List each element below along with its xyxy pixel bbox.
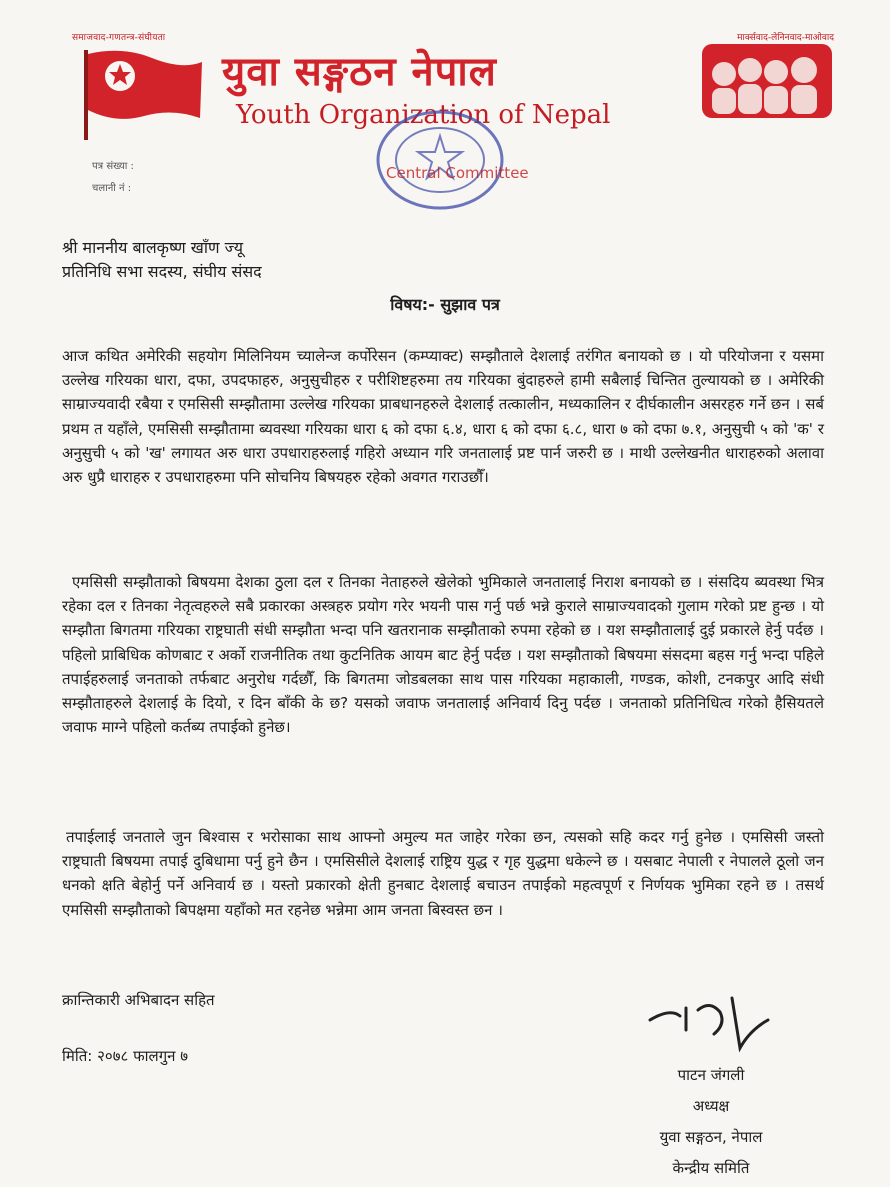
recipient-block: [62, 236, 262, 284]
signatory-name: पाटन जंगली: [677, 1066, 745, 1084]
flag-icon: [82, 48, 204, 140]
dispatch-number-label: चलानी नं :: [92, 183, 132, 194]
recipient-name: श्री माननीय बालकृष्ण खाँण ज्यू: [62, 238, 244, 257]
signatory-committee: केन्द्रीय समिति: [672, 1159, 750, 1177]
body-paragraph-1: आज कथित अमेरिकी सहयोग मिलिनियम च्यालेन्ज कर्पोरेसन (कम्प्याक्ट) सम्झौताले देशलाई तरंगित बनायको छ । यो परियोजना र यसमा उल्लेख गरियका धारा, दफा, उपदफाहरु, अनुसुचीहरु र परीशिष्टहरुमा तय गरियका बुंदाहरुले हामी सबैलाई चिन्तित तुल्यायको छ । अमेरिकी साम्राज्यवादी रबैया र एमसिसी सम्झौतामा उल्लेख गरियका प्राबधानहरुले देशलाई तत्कालीन, मध्यकालिन र दीर्घकालीन असरहरु गर्ने छन । सर्ब प्रथम त यहाँले, एमसिसी सम्झौतामा ब्यवस्था गरियका धारा ६ को दफा ६.४, धारा ६ को दफा ६.८, धारा ७ को दफा ७.१, अनुसुची ५ को 'क' र अनुसुची ५ को 'ख' लगायत अरु धारा उपधाराहरुलाई गहिरो अध्यान गरि जनतालाई प्रष्ट पार्न जरुरी छ । माथी उल्लेखनीत धाराहरुको अलावा अरु धुप्रै धाराहरु र उपधाराहरुमा पनि सोचनिय बिषयहरु रहेको अवगत गराउछौँ।: [62, 347, 824, 487]
signatory-block: [606, 1060, 816, 1184]
signatory-org: युवा सङ्गठन, नेपाल: [659, 1128, 763, 1146]
letter-date: मिति: २०७८ फालगुन ७: [62, 1047, 189, 1065]
closing-salutation: क्रान्तिकारी अभिबादन सहित: [62, 991, 215, 1009]
portraits-icon: [702, 44, 832, 118]
letter-reference: [92, 156, 134, 200]
org-name-english: Youth Organization of Nepal: [236, 100, 611, 130]
seal-stamp: [374, 108, 506, 212]
org-name-nepali: युवा सङ्गठन नेपाल: [222, 49, 497, 95]
letter-number-label: पत्र संख्या :: [92, 161, 134, 172]
header-tagline-right: मार्क्सवाद-लेनिनवाद-माओवाद: [737, 33, 834, 43]
signature: [640, 990, 780, 1060]
header-tagline-left: समाजवाद-गणतन्त्र-संघीयता: [72, 33, 166, 43]
committee-label: Central Committee: [386, 164, 529, 182]
body-paragraph-2: एमसिसी सम्झौताको बिषयमा देशका ठुला दल र तिनका नेताहरुले खेलेको भुमिकाले जनतालाई निराश बनायको छ । संसदिय ब्यवस्था भित्र रहेका दल र तिनका नेतृत्वहरुले सबै प्रकारका अस्त्रहरु प्रयोग गरेर भयनी पास गर्नु पर्छ भन्ने कुराले साम्राज्यवादको गुलाम गरेको प्रष्ट हुन्छ । यो सम्झौता बिगतमा गरियका राष्ट्रघाती संधी सम्झौता भन्दा पनि खतरानाक सम्झौताको रुपमा रहेको छ । यश सम्झौतालाई दुई प्रकारले हेर्नु पर्दछ । पहिलो प्राबिधिक कोणबाट र अर्को राजनीतिक तथा कुटनितिक आयम बाट हेर्नु पर्दछ । यश सम्झौताको बिषयमा संसदमा बहस गर्नु भन्दा पहिले तपाईहरुलाई जनताको तर्फबाट अनुरोध गर्दछौँ, कि बिगतमा जोडबलका साथ पास गरियका महाकाली, गण्डक, कोशी, टनकपुर आदि संधी सम्झौताहरुले देशलाई के दियो, र दिन बाँकी के छ? यसको जवाफ जनतालाई अनिवार्य दिनु पर्दछ । जनताको प्रतिनिधित्व गरेको हैसियतले जवाफ माग्ने पहिलो कर्तब्य तपाईको हुनेछ।: [62, 573, 824, 737]
recipient-title: प्रतिनिधि सभा सदस्य, संघीय संसद: [62, 262, 262, 281]
body-paragraph-3: तपाईलाई जनताले जुन बिश्वास र भरोसाका साथ आफ्नो अमुल्य मत जाहेर गरेका छन, त्यसको सहि कदर गर्नु हुनेछ । एमसिसी जस्तो राष्ट्रघाती बिषयमा तपाई दुबिधामा पर्नु हुने छैन । एमसिसीले देशलाई राष्ट्रिय युद्ध र गृह युद्धमा धकेल्ने छ । यसबाट नेपाली र नेपालले ठूलो जन धनको क्षति बेहोर्नु पर्ने अनिवार्य छ । यस्तो प्रकारको क्षेती हुनबाट देशलाई बचाउन तपाईको महत्वपूर्ण र निर्णयक भुमिका रहने छ । तसर्थ एमसिसी सम्झौताको बिपक्षमा यहाँको मत रहनेछ भन्नेमा आम जनता बिस्वस्त छन ।: [62, 828, 824, 919]
subject-line: विषय:- सुझाव पत्र: [390, 295, 500, 314]
signatory-title: अध्यक्ष: [692, 1097, 730, 1115]
